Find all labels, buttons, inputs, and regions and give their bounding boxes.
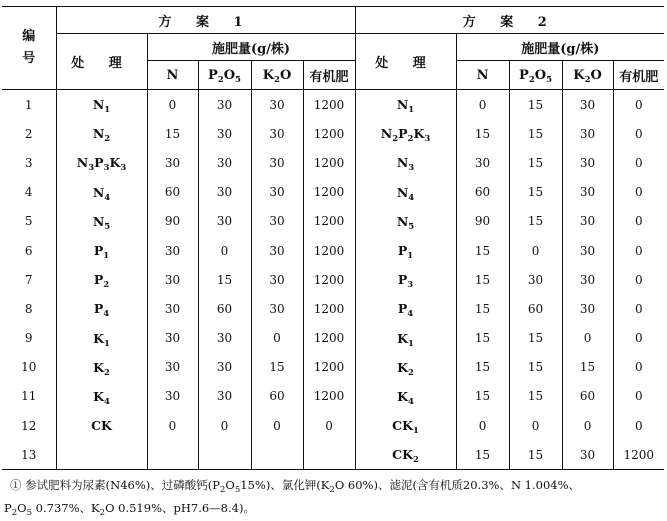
value-plan1: 1200 <box>303 382 355 411</box>
value-plan1: 1200 <box>303 265 355 294</box>
value-plan1: 1200 <box>303 294 355 323</box>
table-row <box>2 353 664 382</box>
value-plan2: 0 <box>613 382 664 411</box>
value-plan1: 30 <box>147 236 198 265</box>
value-plan1 <box>303 440 355 470</box>
value-plan1: 1200 <box>303 353 355 382</box>
value-plan2: 15 <box>509 207 562 236</box>
value-plan1: 30 <box>198 207 251 236</box>
treatment-plan1: $K_4$ <box>56 382 147 411</box>
value-plan2: 0 <box>613 207 664 236</box>
row-number: 7 <box>24 272 33 287</box>
treatment-plan1: $P_1$ <box>56 236 147 265</box>
row-number: 8 <box>24 301 33 316</box>
value-plan2: 0 <box>562 411 613 440</box>
value-plan1: 30 <box>147 382 198 411</box>
table-row <box>2 178 664 207</box>
header-number-text: 编 号 <box>22 29 36 66</box>
value-plan2: 15 <box>456 382 509 411</box>
value-plan2: 0 <box>613 294 664 323</box>
col-header-p2o5-1: $P_2O_5$ <box>198 61 251 90</box>
header-number <box>2 7 56 90</box>
treatment-plan2: $P_1$ <box>355 236 456 265</box>
value-plan1: 15 <box>251 353 303 382</box>
treatment-plan1: $N_2$ <box>56 119 147 148</box>
treatment-plan1: $P_4$ <box>56 294 147 323</box>
value-plan2: 15 <box>456 440 509 470</box>
treatment-plan2: $N_5$ <box>355 207 456 236</box>
value-plan2: 60 <box>562 382 613 411</box>
col-header-n-1: N <box>147 61 198 90</box>
document <box>2 6 664 518</box>
row-number: 9 <box>24 331 33 346</box>
value-plan2: 0 <box>562 324 613 353</box>
header-plan1: 方 案 1 <box>56 7 355 34</box>
treatment-plan2: $N_1$ <box>355 90 456 120</box>
value-plan2: 15 <box>509 353 562 382</box>
value-plan2: 30 <box>456 148 509 177</box>
row-number: 3 <box>24 155 33 170</box>
value-plan2: 30 <box>562 90 613 120</box>
value-plan2: 30 <box>562 207 613 236</box>
value-plan1 <box>198 440 251 470</box>
value-plan1: 30 <box>198 382 251 411</box>
row-number: 6 <box>24 243 33 258</box>
value-plan2: 15 <box>509 382 562 411</box>
treatment-plan1: $N_4$ <box>56 178 147 207</box>
value-plan1: 1200 <box>303 90 355 120</box>
value-plan1: 30 <box>251 119 303 148</box>
value-plan1: 30 <box>147 294 198 323</box>
fertilizer-table <box>2 6 664 470</box>
col-header-p2o5-2: $P_2O_5$ <box>509 61 562 90</box>
value-plan2: 15 <box>456 236 509 265</box>
value-plan1: 30 <box>198 178 251 207</box>
value-plan1: 0 <box>147 411 198 440</box>
value-plan1: 60 <box>198 294 251 323</box>
treatment-plan1: $K_1$ <box>56 324 147 353</box>
table-row <box>2 236 664 265</box>
treatment-plan1: $N_1$ <box>56 90 147 120</box>
table-row <box>2 207 664 236</box>
table-row <box>2 411 664 440</box>
col-header-n-2: N <box>456 61 509 90</box>
value-plan1: 30 <box>251 294 303 323</box>
treatment-plan1: CK <box>56 411 147 440</box>
value-plan2: 0 <box>509 236 562 265</box>
treatment-plan2: $CK_2$ <box>355 440 456 470</box>
value-plan2: 15 <box>509 148 562 177</box>
value-plan2: 0 <box>456 411 509 440</box>
value-plan1: 30 <box>251 148 303 177</box>
value-plan1: 30 <box>198 353 251 382</box>
row-number: 4 <box>24 185 33 200</box>
col-header-organic-1: 有机肥 <box>303 61 355 90</box>
value-plan1: 1200 <box>303 148 355 177</box>
value-plan2: 0 <box>613 353 664 382</box>
table-body <box>2 90 664 470</box>
col-header-k2o-2: $K_2O$ <box>562 61 613 90</box>
value-plan2: 15 <box>456 119 509 148</box>
value-plan1: 0 <box>198 411 251 440</box>
value-plan1: 30 <box>198 324 251 353</box>
treatment-plan2: $N_4$ <box>355 178 456 207</box>
col-header-k2o-1: $K_2O$ <box>251 61 303 90</box>
value-plan2: 30 <box>509 265 562 294</box>
row-number: 5 <box>24 214 33 229</box>
value-plan2: 30 <box>562 178 613 207</box>
value-plan2: 30 <box>562 294 613 323</box>
header-treatment-2: 处 理 <box>355 34 456 90</box>
table-row <box>2 294 664 323</box>
value-plan2: 15 <box>456 265 509 294</box>
treatment-plan1: $N_5$ <box>56 207 147 236</box>
treatment-plan1: $K_2$ <box>56 353 147 382</box>
row-number: 1 <box>24 97 33 112</box>
value-plan2: 30 <box>562 119 613 148</box>
value-plan1: 30 <box>147 324 198 353</box>
value-plan2: 0 <box>509 411 562 440</box>
value-plan2: 15 <box>562 353 613 382</box>
header-rate-1: 施肥量(g/株) <box>147 34 355 61</box>
value-plan1: 30 <box>198 90 251 120</box>
value-plan1: 60 <box>147 178 198 207</box>
treatment-plan2: $N_2P_2K_3$ <box>355 119 456 148</box>
value-plan1: 30 <box>147 148 198 177</box>
value-plan1: 1200 <box>303 178 355 207</box>
value-plan1: 30 <box>251 178 303 207</box>
value-plan1: 30 <box>251 265 303 294</box>
value-plan1: 0 <box>251 324 303 353</box>
value-plan1: 30 <box>147 265 198 294</box>
value-plan2: 90 <box>456 207 509 236</box>
value-plan1 <box>251 440 303 470</box>
header-treatment-1: 处 理 <box>56 34 147 90</box>
value-plan1: 1200 <box>303 324 355 353</box>
value-plan1: 30 <box>198 148 251 177</box>
value-plan1: 30 <box>251 207 303 236</box>
row-number: 10 <box>21 360 37 375</box>
value-plan2: 0 <box>613 119 664 148</box>
value-plan2: 0 <box>613 236 664 265</box>
value-plan2: 0 <box>613 90 664 120</box>
value-plan1: 0 <box>303 411 355 440</box>
footnote-line-2: $P_2O_5$ 0.737%、$K_2O$ 0.519%、pH7.6—8.4)。 <box>4 501 255 518</box>
treatment-plan2: $K_2$ <box>355 353 456 382</box>
value-plan1: 0 <box>251 411 303 440</box>
treatment-plan1: $N_3P_3K_3$ <box>56 148 147 177</box>
value-plan1: 60 <box>251 382 303 411</box>
value-plan2: 30 <box>562 236 613 265</box>
value-plan2: 0 <box>456 90 509 120</box>
treatment-plan2: $N_3$ <box>355 148 456 177</box>
row-number: 12 <box>21 418 37 433</box>
treatment-plan1: $P_2$ <box>56 265 147 294</box>
footnote-line-1: ① 参试肥料为尿素(N46%)、过磷酸钙$(P_2O_515\%)$、氯化钾($K_2O$ 60%)、滤泥(含有机质20.3%、N 1.004%、 <box>10 478 581 495</box>
value-plan1: 1200 <box>303 207 355 236</box>
value-plan2: 30 <box>562 265 613 294</box>
row-number: 13 <box>2 440 56 470</box>
value-plan1: 30 <box>251 90 303 120</box>
table-row <box>2 382 664 411</box>
value-plan1: 30 <box>147 353 198 382</box>
value-plan1 <box>147 440 198 470</box>
treatment-plan2: $P_3$ <box>355 265 456 294</box>
value-plan2: 15 <box>509 440 562 470</box>
value-plan2: 0 <box>613 178 664 207</box>
value-plan2: 1200 <box>613 440 664 470</box>
value-plan2: 60 <box>509 294 562 323</box>
value-plan2: 60 <box>456 178 509 207</box>
value-plan2: 15 <box>456 324 509 353</box>
table-row <box>2 148 664 177</box>
value-plan2: 15 <box>509 119 562 148</box>
col-header-organic-2: 有机肥 <box>613 61 664 90</box>
table-row <box>2 265 664 294</box>
value-plan1: 15 <box>198 265 251 294</box>
value-plan1: 30 <box>198 119 251 148</box>
value-plan2: 30 <box>562 440 613 470</box>
header-plan2: 方 案 2 <box>355 7 664 34</box>
value-plan1: 15 <box>147 119 198 148</box>
value-plan2: 15 <box>509 324 562 353</box>
value-plan2: 30 <box>562 148 613 177</box>
treatment-plan2: $K_1$ <box>355 324 456 353</box>
value-plan1: 90 <box>147 207 198 236</box>
table-row <box>2 90 664 120</box>
value-plan2: 15 <box>509 90 562 120</box>
table-row <box>2 119 664 148</box>
value-plan2: 0 <box>613 148 664 177</box>
treatment-plan2: $K_4$ <box>355 382 456 411</box>
header-rate-2: 施肥量(g/株) <box>456 34 664 61</box>
value-plan2: 0 <box>613 324 664 353</box>
value-plan1: 30 <box>251 236 303 265</box>
value-plan2: 0 <box>613 265 664 294</box>
treatment-plan2: $CK_1$ <box>355 411 456 440</box>
value-plan1: 0 <box>198 236 251 265</box>
treatment-plan1 <box>56 440 147 470</box>
value-plan1: 0 <box>147 90 198 120</box>
row-number: 2 <box>24 126 33 141</box>
treatment-plan2: $P_4$ <box>355 294 456 323</box>
footnote <box>4 475 666 521</box>
row-number: 11 <box>21 389 37 404</box>
value-plan1: 1200 <box>303 236 355 265</box>
table-row <box>2 324 664 353</box>
value-plan2: 15 <box>456 353 509 382</box>
value-plan2: 15 <box>509 178 562 207</box>
table-row <box>2 440 664 470</box>
value-plan2: 15 <box>456 294 509 323</box>
value-plan2: 0 <box>613 411 664 440</box>
value-plan1: 1200 <box>303 119 355 148</box>
